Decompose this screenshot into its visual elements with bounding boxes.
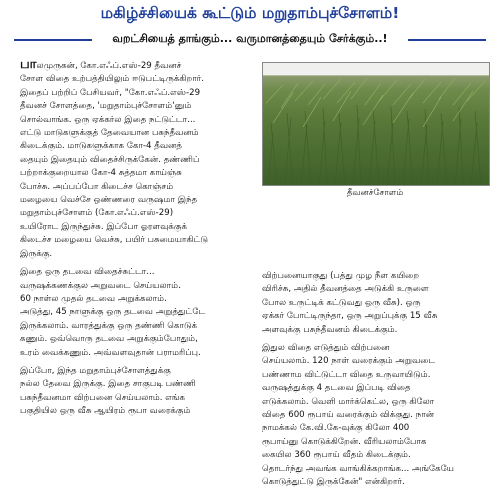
grass-field-illustration <box>263 63 489 185</box>
paragraph: பாலமுருகன், கோ.எஃப்.எஸ்-29 தீவனச் சோள விதை உற்பத்தியிலும் ஈடுபட்டிருக்கிறார். இதைப் பற்றிப் பேசியவர், "கோ.எஃப்.எஸ்-29 தீவனச் சோளத்தை, 'மறுதாம்புச்சோளம்'னும் சொல்வாங்க. ஒரு ஏக்கர்ல இதை நட்டுட்டா... எட்டு மாடுகளுக்குத் தேவையான பசுந்தீவனம் கிடைக்கும். மாடுகளுக்காக கோ-4 தீவனத் தையும் இதையும் விதைச்சிருக்கேன். தண்ணிப் பற்றாக்குறையால கோ-4 சுத்தமா காய்ஞ்சு போச்சு. அப்பப்போ கிடைச்ச கொஞ்சம் மழையை வெச்சே ஒண்ணரை வருஷமா இந்த மறுதாம்புச்சோளம் (கோ.எஃப்.எஸ்-29) உயிரோட இருந்துச்சு. இப்போ ஓரளவுக்குக் கிடைச்ச மழையை வெச்சு, பயிர் பசுமையாகிட்டு இருக்கு. <box>20 58 209 259</box>
subheadline-band <box>0 30 500 50</box>
right-column <box>262 270 490 495</box>
left-column <box>20 58 252 424</box>
sorghum-field-photo <box>262 62 490 186</box>
photo-caption: தீவனச்சோளம் <box>346 188 404 198</box>
subheadline: வறட்சியைத் தாங்கும்... வருமானத்தையும் சேர்க்கும்..! <box>112 32 388 45</box>
paragraph: இதுல விதை எடுத்தும் விற்பனை செய்யலாம். 120 நாள் வரைக்கும் அறுவடை பண்ணாம விட்டுட்டா விதை உருவாயிடும். வருஷத்துக்கு 4 தடவை இப்படி விதை எடுக்கலாம். வெளி மார்க்கெட்ல, ஒரு கிலோ விதை 600 ரூபாய் வரைக்கும் விக்குது. நான் நாமக்கல் கே.வி.கே-வுக்கு கிலோ 400 ரூபாய்னு கொடுக்கிறேன். வீரியலாம்போக கையில 360 ரூபாய் வீதம் கிடைக்கும். தொடர்ந்து அவங்க வாங்கிக்கறாங்க... அங்கேயே கொடுத்துட்டு இருக்கேன்" என்கிறார். <box>262 343 455 488</box>
paragraph: இப்போ, இந்த மறுதாம்புச்சோளத்துக்கு நல்ல தேவை இருக்கு. இதை சாகுபடி பண்ணி பசுந்தீவனமா விற்பனை செய்யலாம். எங்க பகுதியில ஒரு வீசு ஆயிரம் ரூபா வரைக்கும் <box>20 365 196 417</box>
drop-cap: பா <box>20 58 37 72</box>
subheadline-rule-right <box>408 39 486 41</box>
headline: மகிழ்ச்சியைக் கூட்டும் மறுதாம்புச்சோளம்! <box>100 4 400 22</box>
paragraph: விற்பனையாகுது (பத்து முழ நீள கயிறை விரிச்சு, அதில் தீவனத்தை அடுக்கி உருளை போல உருட்டிக் கட்டுவது ஒரு வீசு). ஒரு ஏக்கர் போட்டிருந்தா, ஒரு அறுப்புக்கு 15 வீசு அளவுக்கு பசுந்தீவனம் கிடைக்கும். <box>262 271 438 335</box>
paragraph: இதை ஒரு தடவை விதைச்சுட்டா... வருஷக்கணக்குல அறுவடை செய்யலாம். 60 நாள்ல முதல் தடவை அறுக்கலாம். அடுத்து, 45 நாளுக்கு ஒரு தடவை அறுத்துட்டே இருக்கலாம். வாரத்துக்கு ஒரு தண்ணி கொடுக் கணும். ஒவ்வொரு தடவை அறுக்கும்போதும், உரம் வைக்கணும். அவ்வளவுதான் பராமரிப்பு. <box>20 267 206 358</box>
